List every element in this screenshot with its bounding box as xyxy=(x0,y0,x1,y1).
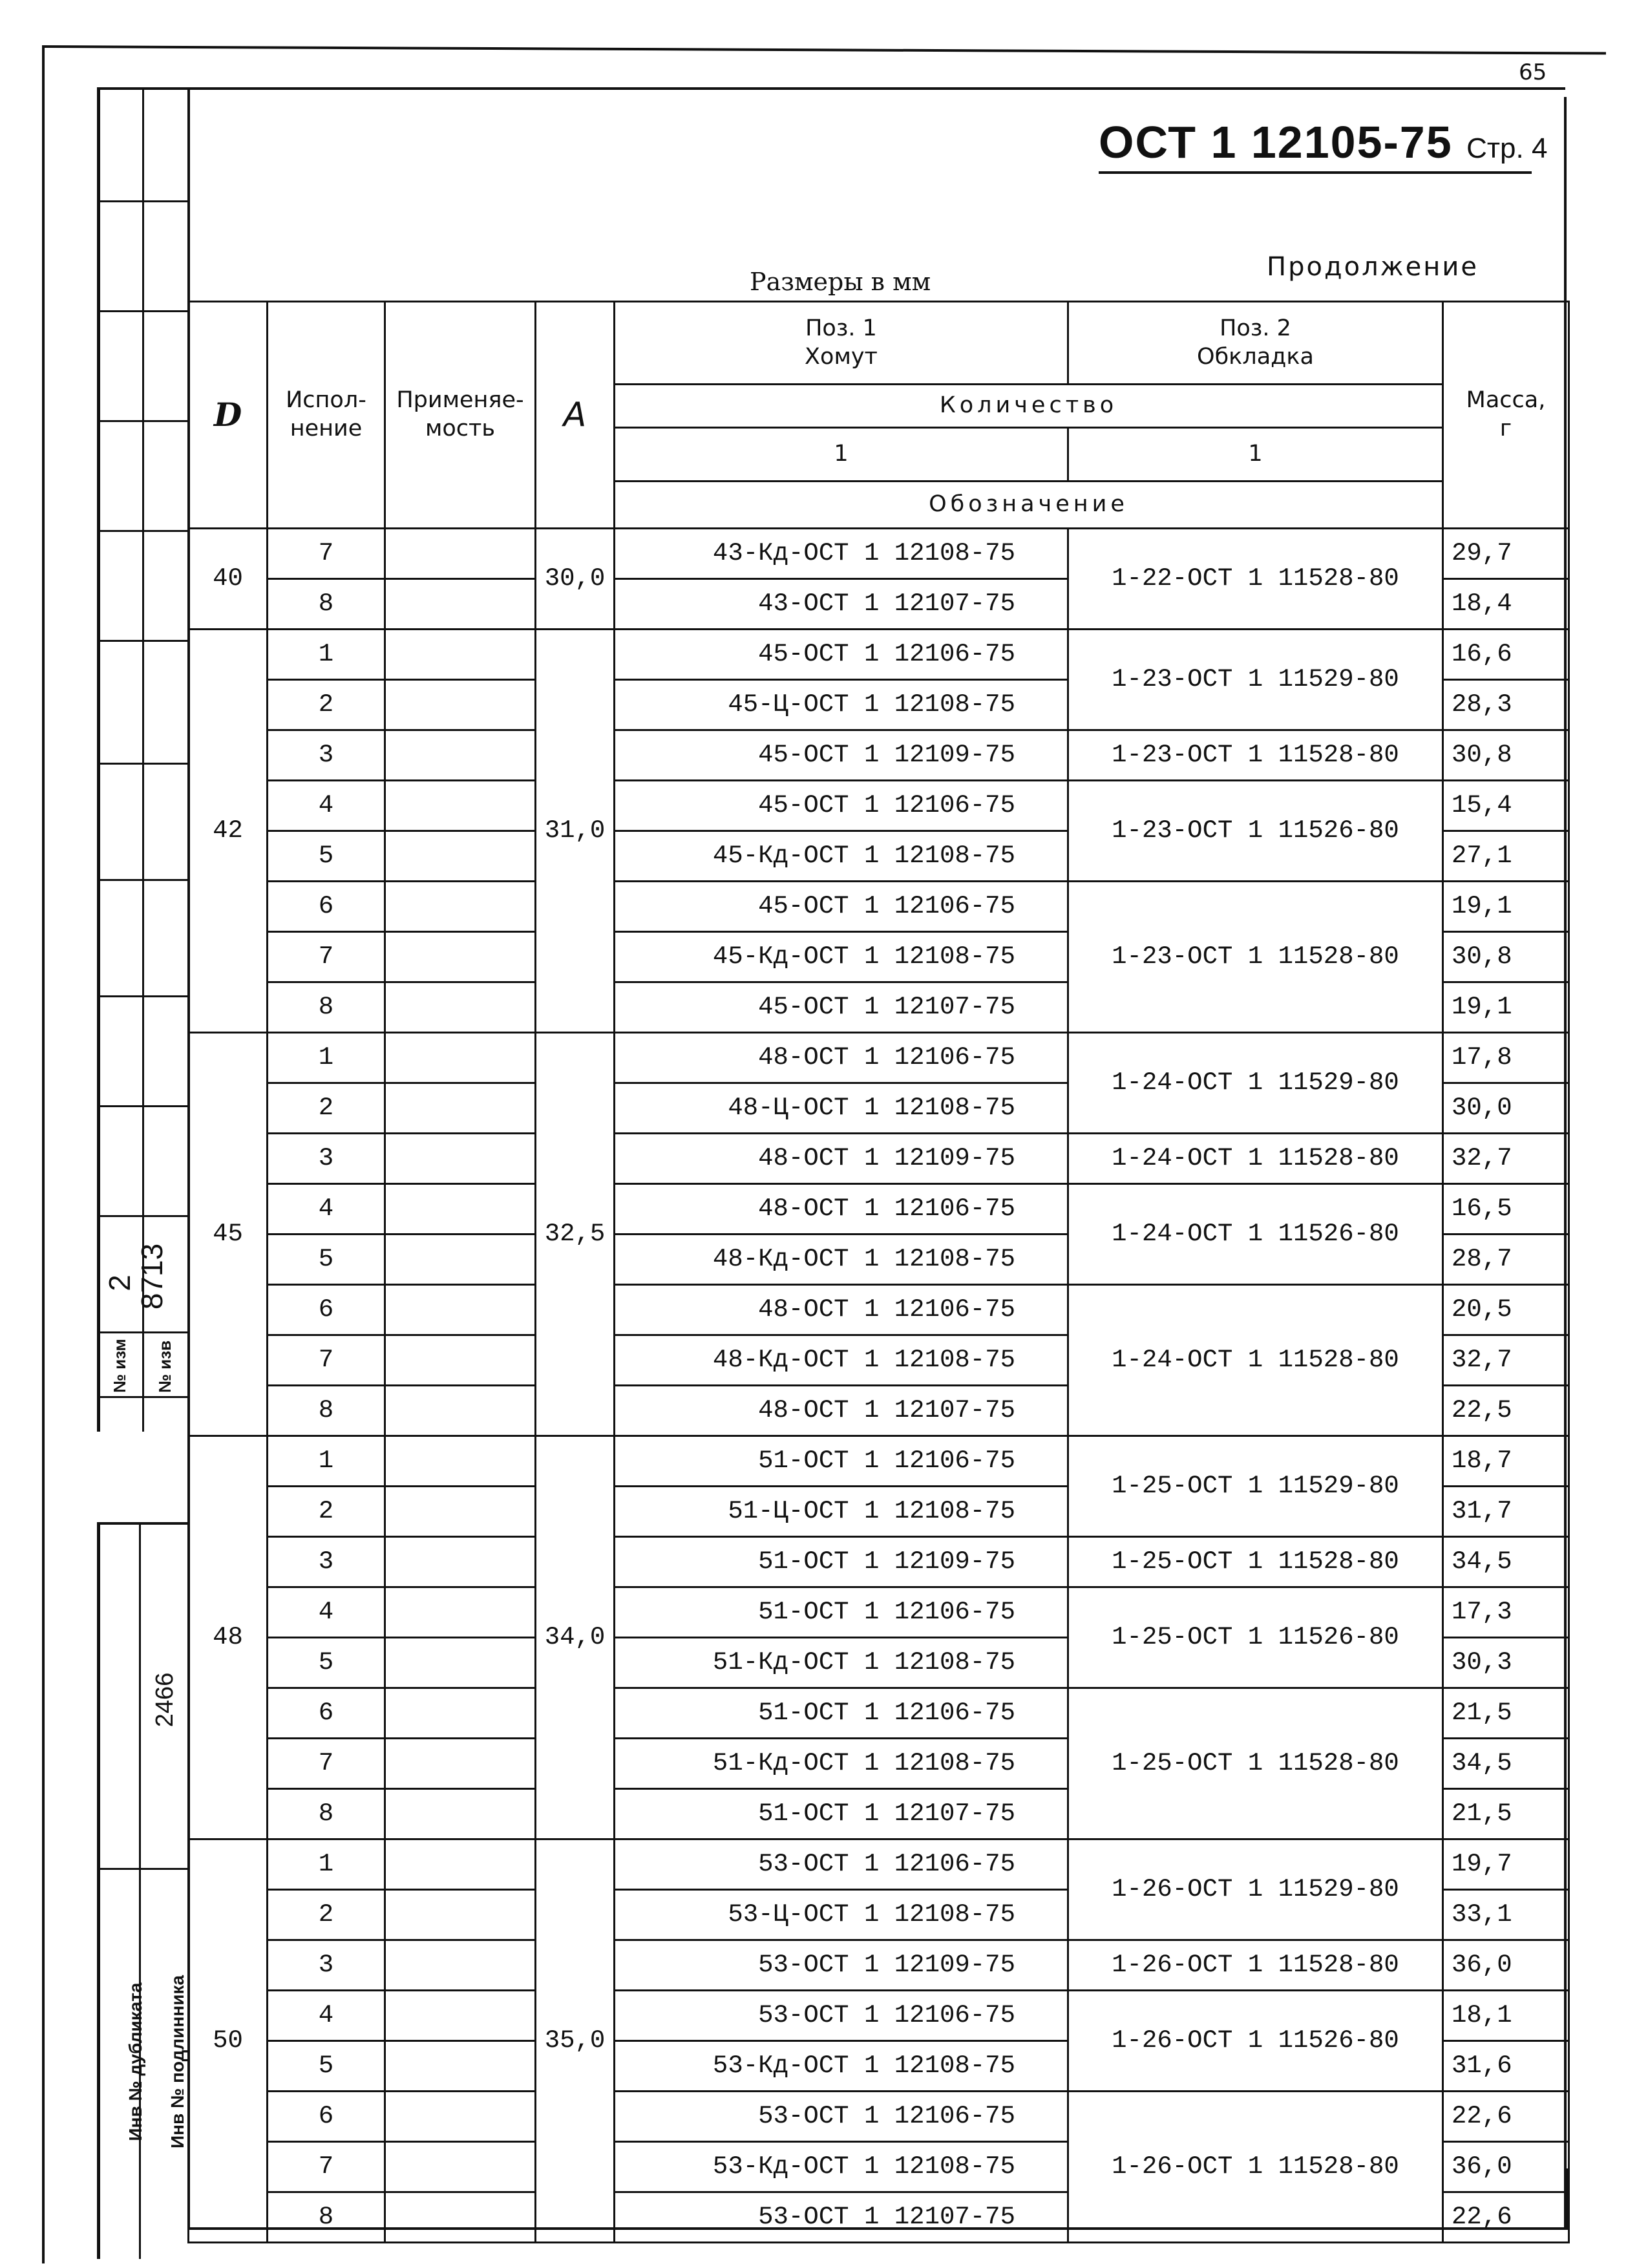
pos1-designation-cell: 53-Ц-ОСТ 1 12108-75 xyxy=(615,1890,1068,1940)
pos1-designation-cell: 45-Кд-ОСТ 1 12108-75 xyxy=(615,831,1068,882)
header-pos2-text: Поз. 2 Обкладка xyxy=(1197,315,1314,370)
mass-cell: 18,1 xyxy=(1443,1991,1569,2041)
variant-cell: 5 xyxy=(268,2041,385,2092)
mass-cell: 30,8 xyxy=(1443,932,1569,982)
diameter-cell: 42 xyxy=(189,630,268,1033)
header-designation: Обозначение xyxy=(615,482,1443,529)
pos1-designation-cell: 45-Кд-ОСТ 1 12108-75 xyxy=(615,932,1068,982)
diameter-cell: 48 xyxy=(189,1436,268,1839)
stamp-col-div xyxy=(142,87,144,1432)
variant-cell: 5 xyxy=(268,831,385,882)
mass-cell: 31,6 xyxy=(1443,2041,1569,2092)
mass-cell: 30,0 xyxy=(1443,1083,1569,1134)
applicability-cell xyxy=(385,1688,536,1739)
pos1-designation-cell: 48-ОСТ 1 12106-75 xyxy=(615,1285,1068,1335)
mass-cell: 22,5 xyxy=(1443,1386,1569,1436)
header-applicability-text: Применяе- мость xyxy=(396,387,524,441)
table-footer-row xyxy=(187,2168,1568,2230)
pos1-designation-cell: 43-Кд-ОСТ 1 12108-75 xyxy=(615,529,1068,579)
frame-left xyxy=(42,47,45,2263)
notice-number: 8713 xyxy=(135,1243,169,1310)
dimension-a-cell: 30,0 xyxy=(536,529,615,630)
pos1-designation-cell: 51-ОСТ 1 12109-75 xyxy=(615,1537,1068,1587)
mass-cell: 34,5 xyxy=(1443,1739,1569,1789)
diameter-cell: 40 xyxy=(189,529,268,630)
mass-cell: 21,5 xyxy=(1443,1789,1569,1839)
mass-cell: 19,1 xyxy=(1443,882,1569,932)
header-pos1-text: Поз. 1 Хомут xyxy=(805,315,878,370)
mass-cell: 36,0 xyxy=(1443,2142,1569,2192)
applicability-cell xyxy=(385,831,536,882)
pos2-designation-cell: 1-25-ОСТ 1 11528-80 xyxy=(1068,1688,1443,1839)
table-row xyxy=(189,529,1569,579)
header-mass xyxy=(1443,302,1569,529)
dimension-a-cell: 34,0 xyxy=(536,1436,615,1839)
pos1-designation-cell: 48-Ц-ОСТ 1 12108-75 xyxy=(615,1083,1068,1134)
pos2-designation-cell: 1-26-ОСТ 1 11529-80 xyxy=(1068,1839,1443,1940)
pos1-designation-cell: 51-Кд-ОСТ 1 12108-75 xyxy=(615,1638,1068,1688)
pos2-designation-cell: 1-26-ОСТ 1 11526-80 xyxy=(1068,1991,1443,2092)
table-header xyxy=(189,302,1569,529)
stamp2-top xyxy=(97,1522,187,1525)
mass-cell: 18,4 xyxy=(1443,579,1569,630)
variant-cell: 8 xyxy=(268,1789,385,1839)
pos1-designation-cell: 45-ОСТ 1 12106-75 xyxy=(615,781,1068,831)
variant-cell: 8 xyxy=(268,1386,385,1436)
table-row xyxy=(189,730,1569,781)
variant-cell: 7 xyxy=(268,529,385,579)
applicability-cell xyxy=(385,932,536,982)
header-pos1 xyxy=(615,302,1068,385)
applicability-cell xyxy=(385,1083,536,1134)
variant-cell: 2 xyxy=(268,680,385,730)
mass-cell: 27,1 xyxy=(1443,831,1569,882)
variant-cell: 8 xyxy=(268,982,385,1033)
applicability-cell xyxy=(385,1033,536,1083)
mass-cell: 21,5 xyxy=(1443,1688,1569,1739)
mass-cell: 19,1 xyxy=(1443,982,1569,1033)
variant-cell: 6 xyxy=(268,1285,385,1335)
stamp-outer-left xyxy=(97,87,100,1432)
pos1-designation-cell: 48-Кд-ОСТ 1 12108-75 xyxy=(615,1235,1068,1285)
pos1-designation-cell: 53-Кд-ОСТ 1 12108-75 xyxy=(615,2142,1068,2192)
pos1-designation-cell: 53-ОСТ 1 12106-75 xyxy=(615,2092,1068,2142)
header-applicability xyxy=(385,302,536,529)
pos1-designation-cell: 45-Ц-ОСТ 1 12108-75 xyxy=(615,680,1068,730)
original-label: Инв № подлинника xyxy=(167,1975,187,2149)
pos2-designation-cell: 1-26-ОСТ 1 11528-80 xyxy=(1068,2092,1443,2243)
applicability-cell xyxy=(385,1537,536,1587)
standard-code: ОСТ 1 12105-75 xyxy=(1099,117,1453,167)
pos1-designation-cell: 53-ОСТ 1 12109-75 xyxy=(615,1940,1068,1991)
variant-cell: 7 xyxy=(268,932,385,982)
applicability-cell xyxy=(385,882,536,932)
mass-cell: 29,7 xyxy=(1443,529,1569,579)
applicability-cell xyxy=(385,1940,536,1991)
variant-cell: 1 xyxy=(268,1033,385,1083)
pos1-designation-cell: 45-ОСТ 1 12106-75 xyxy=(615,882,1068,932)
variant-cell: 4 xyxy=(268,1991,385,2041)
variant-cell: 3 xyxy=(268,1940,385,1991)
mass-cell: 30,8 xyxy=(1443,730,1569,781)
applicability-cell xyxy=(385,2041,536,2092)
diameter-cell: 45 xyxy=(189,1033,268,1436)
stamp2-left xyxy=(97,1522,100,2259)
applicability-cell xyxy=(385,2092,536,2142)
variant-cell: 7 xyxy=(268,2142,385,2192)
pos2-designation-cell: 1-24-ОСТ 1 11526-80 xyxy=(1068,1184,1443,1285)
applicability-cell xyxy=(385,730,536,781)
mass-cell: 34,5 xyxy=(1443,1537,1569,1587)
applicability-cell xyxy=(385,529,536,579)
header-variant-text: Испол- нение xyxy=(286,387,366,441)
standard-header xyxy=(1099,116,1547,168)
applicability-cell xyxy=(385,579,536,630)
variant-cell: 8 xyxy=(268,579,385,630)
mass-cell: 18,7 xyxy=(1443,1436,1569,1487)
variant-cell: 1 xyxy=(268,630,385,680)
variant-cell: 8 xyxy=(268,2192,385,2243)
mass-cell: 20,5 xyxy=(1443,1285,1569,1335)
pos1-designation-cell: 45-ОСТ 1 12109-75 xyxy=(615,730,1068,781)
variant-cell: 4 xyxy=(268,1587,385,1638)
mass-cell: 36,0 xyxy=(1443,1940,1569,1991)
variant-cell: 4 xyxy=(268,1184,385,1235)
mass-cell: 19,7 xyxy=(1443,1839,1569,1890)
pos1-designation-cell: 51-Кд-ОСТ 1 12108-75 xyxy=(615,1739,1068,1789)
pos1-designation-cell: 45-ОСТ 1 12106-75 xyxy=(615,630,1068,680)
pos2-designation-cell: 1-25-ОСТ 1 11528-80 xyxy=(1068,1537,1443,1587)
header-mass-text: Масса, г xyxy=(1466,387,1546,441)
variant-cell: 3 xyxy=(268,1537,385,1587)
pos1-designation-cell: 51-ОСТ 1 12106-75 xyxy=(615,1688,1068,1739)
mass-cell: 16,6 xyxy=(1443,630,1569,680)
pos2-designation-cell: 1-24-ОСТ 1 11528-80 xyxy=(1068,1134,1443,1184)
applicability-cell xyxy=(385,1890,536,1940)
pos2-designation-cell: 1-24-ОСТ 1 11528-80 xyxy=(1068,1285,1443,1436)
change-label: № изм xyxy=(110,1339,129,1393)
inventory-number: 2466 xyxy=(151,1672,178,1728)
applicability-cell xyxy=(385,1134,536,1184)
applicability-cell xyxy=(385,1638,536,1688)
pos1-designation-cell: 48-ОСТ 1 12107-75 xyxy=(615,1386,1068,1436)
change-number: 2 xyxy=(103,1275,136,1291)
standard-page: Стр. 4 xyxy=(1466,132,1548,164)
mass-cell: 32,7 xyxy=(1443,1335,1569,1386)
pos2-designation-cell: 1-23-ОСТ 1 11528-80 xyxy=(1068,882,1443,1033)
applicability-cell xyxy=(385,1839,536,1890)
variant-cell: 2 xyxy=(268,1083,385,1134)
applicability-cell xyxy=(385,680,536,730)
variant-cell: 6 xyxy=(268,882,385,932)
table-row xyxy=(189,882,1569,932)
table-row xyxy=(189,1436,1569,1487)
pos1-designation-cell: 51-ОСТ 1 12107-75 xyxy=(615,1789,1068,1839)
mass-cell: 17,3 xyxy=(1443,1587,1569,1638)
units-note: Размеры в мм xyxy=(750,268,931,296)
mass-cell: 17,8 xyxy=(1443,1033,1569,1083)
variant-cell: 5 xyxy=(268,1638,385,1688)
duplicate-label: Инв № дубликата xyxy=(125,1982,145,2141)
mass-cell: 22,6 xyxy=(1443,2192,1569,2243)
sheet-number: 65 xyxy=(1519,59,1547,85)
applicability-cell xyxy=(385,1335,536,1386)
variant-cell: 6 xyxy=(268,1688,385,1739)
pos2-designation-cell: 1-22-ОСТ 1 11528-80 xyxy=(1068,529,1443,630)
mass-cell: 28,7 xyxy=(1443,1235,1569,1285)
applicability-cell xyxy=(385,1386,536,1436)
applicability-cell xyxy=(385,1184,536,1235)
table-row xyxy=(189,1688,1569,1739)
variant-cell: 1 xyxy=(268,1839,385,1890)
notice-label: № изв xyxy=(155,1340,174,1393)
mass-cell: 33,1 xyxy=(1443,1890,1569,1940)
table-row xyxy=(189,1033,1569,1083)
variant-cell: 2 xyxy=(268,1890,385,1940)
pos1-designation-cell: 53-ОСТ 1 12107-75 xyxy=(615,2192,1068,2243)
dimension-a-cell: 35,0 xyxy=(536,1839,615,2243)
applicability-cell xyxy=(385,1436,536,1487)
table-row xyxy=(189,1285,1569,1335)
pos1-designation-cell: 53-ОСТ 1 12106-75 xyxy=(615,1991,1068,2041)
variant-cell: 3 xyxy=(268,1134,385,1184)
table-row xyxy=(189,781,1569,831)
header-a: A xyxy=(536,302,615,529)
table-row xyxy=(189,1839,1569,1890)
applicability-cell xyxy=(385,1285,536,1335)
applicability-cell xyxy=(385,630,536,680)
header-variant xyxy=(268,302,385,529)
header-pos2 xyxy=(1068,302,1443,385)
pos2-designation-cell: 1-24-ОСТ 1 11529-80 xyxy=(1068,1033,1443,1134)
dimension-a-cell: 31,0 xyxy=(536,630,615,1033)
mass-cell: 32,7 xyxy=(1443,1134,1569,1184)
variant-cell: 1 xyxy=(268,1436,385,1487)
frame-top xyxy=(42,45,1606,55)
pos1-designation-cell: 48-ОСТ 1 12109-75 xyxy=(615,1134,1068,1184)
mass-cell: 15,4 xyxy=(1443,781,1569,831)
pos2-designation-cell: 1-26-ОСТ 1 11528-80 xyxy=(1068,1940,1443,1991)
header-qty-pos1: 1 xyxy=(615,428,1068,482)
table-body xyxy=(189,529,1569,2243)
pos1-designation-cell: 48-Кд-ОСТ 1 12108-75 xyxy=(615,1335,1068,1386)
standard-underline xyxy=(1099,171,1532,174)
applicability-cell xyxy=(385,1487,536,1537)
table-row xyxy=(189,1991,1569,2041)
variant-cell: 2 xyxy=(268,1487,385,1537)
variant-cell: 6 xyxy=(268,2092,385,2142)
variant-cell: 4 xyxy=(268,781,385,831)
pos1-designation-cell: 53-Кд-ОСТ 1 12108-75 xyxy=(615,2041,1068,2092)
table-row xyxy=(189,1587,1569,1638)
pos2-designation-cell: 1-25-ОСТ 1 11526-80 xyxy=(1068,1587,1443,1688)
continuation-note: Продолжение xyxy=(1267,252,1479,282)
table-row xyxy=(189,2092,1569,2142)
mass-cell: 28,3 xyxy=(1443,680,1569,730)
applicability-cell xyxy=(385,1235,536,1285)
applicability-cell xyxy=(385,1789,536,1839)
applicability-cell xyxy=(385,982,536,1033)
applicability-cell xyxy=(385,1739,536,1789)
pos1-designation-cell: 43-ОСТ 1 12107-75 xyxy=(615,579,1068,630)
variant-cell: 7 xyxy=(268,1335,385,1386)
header-qty-pos2: 1 xyxy=(1068,428,1443,482)
pos1-designation-cell: 48-ОСТ 1 12106-75 xyxy=(615,1033,1068,1083)
header-quantity: Количество xyxy=(615,385,1443,428)
diameter-cell: 50 xyxy=(189,1839,268,2243)
pos1-designation-cell: 45-ОСТ 1 12107-75 xyxy=(615,982,1068,1033)
pos1-designation-cell: 51-Ц-ОСТ 1 12108-75 xyxy=(615,1487,1068,1537)
variant-cell: 3 xyxy=(268,730,385,781)
pos1-designation-cell: 48-ОСТ 1 12106-75 xyxy=(615,1184,1068,1235)
variant-cell: 5 xyxy=(268,1235,385,1285)
mass-cell: 30,3 xyxy=(1443,1638,1569,1688)
applicability-cell xyxy=(385,781,536,831)
mass-cell: 16,5 xyxy=(1443,1184,1569,1235)
pos2-designation-cell: 1-23-ОСТ 1 11526-80 xyxy=(1068,781,1443,882)
header-d: D xyxy=(189,302,268,529)
table-row xyxy=(189,1537,1569,1587)
specification-table xyxy=(187,301,1570,2243)
pos1-designation-cell: 51-ОСТ 1 12106-75 xyxy=(615,1587,1068,1638)
applicability-cell xyxy=(385,1991,536,2041)
pos2-designation-cell: 1-25-ОСТ 1 11529-80 xyxy=(1068,1436,1443,1537)
pos1-designation-cell: 53-ОСТ 1 12106-75 xyxy=(615,1839,1068,1890)
pos2-designation-cell: 1-23-ОСТ 1 11529-80 xyxy=(1068,630,1443,730)
pos1-designation-cell: 51-ОСТ 1 12106-75 xyxy=(615,1436,1068,1487)
frame-inner-top xyxy=(97,87,1565,90)
variant-cell: 7 xyxy=(268,1739,385,1789)
table-row xyxy=(189,1940,1569,1991)
dimension-a-cell: 32,5 xyxy=(536,1033,615,1436)
table-row xyxy=(189,1184,1569,1235)
table-row xyxy=(189,630,1569,680)
mass-cell: 31,7 xyxy=(1443,1487,1569,1537)
pos2-designation-cell: 1-23-ОСТ 1 11528-80 xyxy=(1068,730,1443,781)
table-row xyxy=(189,1134,1569,1184)
mass-cell: 22,6 xyxy=(1443,2092,1569,2142)
applicability-cell xyxy=(385,1587,536,1638)
